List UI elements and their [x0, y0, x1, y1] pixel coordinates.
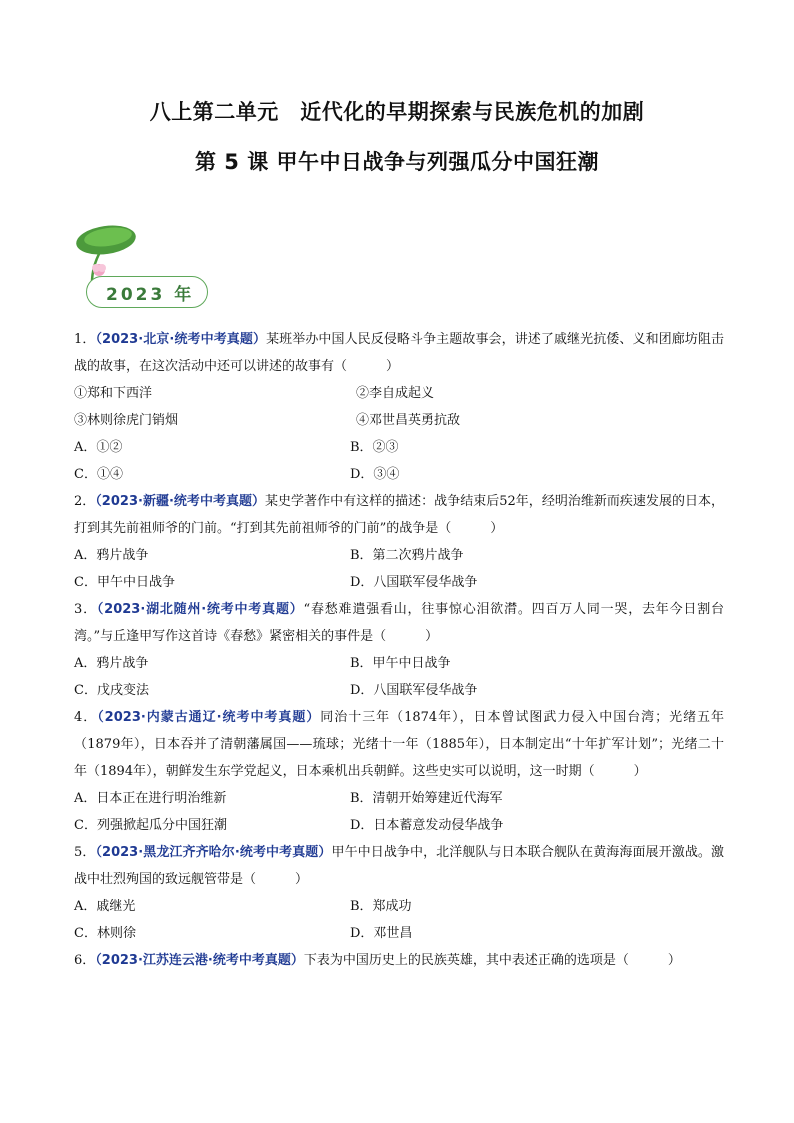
- year-badge: [72, 222, 212, 314]
- answer-option[interactable]: C．甲午中日战争: [74, 575, 175, 590]
- answer-option[interactable]: B．第二次鸦片战争: [350, 548, 464, 563]
- question-item: [74, 704, 724, 839]
- statement-row: [74, 380, 724, 407]
- question-text: 甲午中日战争中，北洋舰队与日本联合舰队在黄海海面展开激战。激战中壮烈殉国的致远舰管带是（ ）: [74, 845, 724, 887]
- answer-option[interactable]: D．八国联军侵华战争: [350, 683, 478, 698]
- lesson-title: 第 5 课 甲午中日战争与列强瓜分中国狂潮: [194, 150, 600, 174]
- question-stem: [74, 947, 724, 974]
- statement-item: ③林则徐虎门销烟: [74, 413, 179, 428]
- answer-option[interactable]: D．③④: [350, 467, 400, 482]
- question-number: 3．: [74, 602, 97, 617]
- question-stem: [74, 704, 724, 785]
- question-source: （2023·江苏连云港·统考中考真题）: [95, 953, 304, 968]
- option-row: [74, 893, 724, 920]
- question-item: [74, 596, 724, 704]
- answer-option[interactable]: B．②③: [350, 440, 399, 455]
- question-stem: [74, 326, 724, 380]
- option-row: [74, 434, 724, 461]
- question-source: （2023·内蒙古通辽·统考中考真题）: [97, 710, 321, 725]
- unit-title: 八上第二单元 近代化的早期探索与民族危机的加剧: [149, 100, 645, 124]
- option-row: [74, 650, 724, 677]
- question-item: [74, 947, 724, 974]
- question-source: （2023·黑龙江齐齐哈尔·统考中考真题）: [95, 845, 332, 860]
- answer-option[interactable]: C．戊戌变法: [74, 683, 149, 698]
- question-stem: [74, 488, 724, 542]
- answer-option[interactable]: C．林则徐: [74, 926, 136, 941]
- question-number: 2．: [74, 494, 96, 509]
- question-stem: [74, 596, 724, 650]
- answer-option[interactable]: C．①④: [74, 467, 123, 482]
- question-text: “春愁难遣强看山，往事惊心泪欲潸。四百万人同一哭，去年今日割台湾。”与丘逢甲写作这首诗《春愁》紧密相关的事件是（ ）: [74, 602, 724, 644]
- statement-row: [74, 407, 724, 434]
- question-item: [74, 839, 724, 947]
- option-row: [74, 569, 724, 596]
- question-number: 4．: [74, 710, 98, 725]
- statement-item: ④邓世昌英勇抗敌: [356, 413, 461, 428]
- question-text: 某史学著作中有这样的描述：战争结束后52年，经明治维新而疾速发展的日本，打到其先前祖师爷的门前。“打到其先前祖师爷的门前”的战争是（ ）: [74, 494, 724, 536]
- answer-option[interactable]: A．鸦片战争: [74, 548, 149, 563]
- answer-option[interactable]: A．①②: [74, 440, 123, 455]
- answer-option[interactable]: D．八国联军侵华战争: [350, 575, 478, 590]
- question-number: 5．: [74, 845, 96, 860]
- answer-option[interactable]: A．日本正在进行明治维新: [74, 791, 227, 806]
- question-text: 某班举办中国人民反侵略斗争主题故事会，讲述了戚继光抗倭、义和团廊坊阻击战的故事，在这次活动中还可以讲述的故事有（ ）: [74, 332, 724, 374]
- option-row: [74, 542, 724, 569]
- option-row: [74, 812, 724, 839]
- statement-item: ①郑和下西洋: [74, 386, 153, 401]
- question-item: [74, 488, 724, 596]
- question-source: （2023·北京·统考中考真题）: [95, 332, 267, 347]
- answer-option[interactable]: A．鸦片战争: [74, 656, 149, 671]
- question-source: （2023·湖北随州·统考中考真题）: [96, 602, 304, 617]
- answer-option[interactable]: B．郑成功: [350, 899, 412, 914]
- question-number: 6．: [74, 953, 96, 968]
- year-label: 2023 年: [106, 285, 195, 305]
- answer-option[interactable]: A．戚继光: [74, 899, 136, 914]
- answer-option[interactable]: C．列强掀起瓜分中国狂潮: [74, 818, 227, 833]
- question-item: [74, 326, 724, 488]
- answer-option[interactable]: B．清朝开始筹建近代海军: [350, 791, 503, 806]
- option-row: [74, 785, 724, 812]
- question-number: 1．: [74, 332, 96, 347]
- option-row: [74, 677, 724, 704]
- question-text: 同治十三年（1874年），日本曾试图武力侵入中国台湾；光绪五年（1879年），日本吞并了清朝藩属国——琉球；光绪十一年（1885年），日本制定出“十年扩军计划”；光绪二十年（1894年），朝鲜发生东学党起义，日本乘机出兵朝鲜。这些史实可以说明，这一时期（ ）: [74, 710, 724, 779]
- statement-item: ②李自成起义: [356, 386, 435, 401]
- option-row: [74, 461, 724, 488]
- answer-option[interactable]: D．邓世昌: [350, 926, 413, 941]
- answer-option[interactable]: B．甲午中日战争: [350, 656, 451, 671]
- answer-option[interactable]: D．日本蓄意发动侵华战争: [350, 818, 504, 833]
- question-list: [74, 326, 724, 974]
- question-stem: [74, 839, 724, 893]
- question-source: （2023·新疆·统考中考真题）: [95, 494, 266, 509]
- option-row: [74, 920, 724, 947]
- question-text: 下表为中国历史上的民族英雄，其中表述正确的选项是（ ）: [303, 953, 681, 968]
